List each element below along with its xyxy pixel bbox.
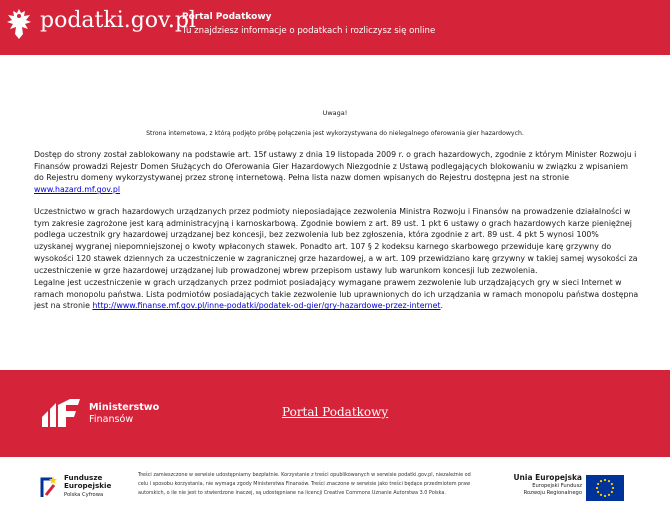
site-logo[interactable]: podatki.gov.pl — [40, 8, 196, 33]
licensed-operators-link[interactable]: http://www.finanse.mf.gov.pl/inne-podatki/podatek-od-gier/gry-hazardowe-przez-internet — [92, 301, 441, 311]
fe-line2: Europejskie — [64, 481, 112, 491]
fe-line3: Polska Cyfrowa — [64, 491, 104, 498]
portal-subtitle: Tu znajdziesz informacje o podatkach i rozliczysz się online — [182, 26, 436, 36]
eu-label — [508, 473, 582, 497]
portal-podatkowy-link[interactable]: Portal Podatkowy — [282, 405, 389, 419]
ministry-line2: Finansów — [89, 414, 134, 425]
main-content — [0, 55, 670, 370]
site-header — [0, 0, 670, 55]
footer-banner — [0, 370, 670, 457]
eu-line1: Unia Europejska — [513, 473, 582, 482]
european-funds-label — [64, 474, 111, 499]
hazard-register-link[interactable]: www.hazard.mf.gov.pl — [34, 185, 121, 195]
paragraph-tail: . — [440, 301, 443, 311]
portal-title: Portal Podatkowy — [182, 12, 272, 22]
paragraph-text: Dostęp do strony został zablokowany na podstawie art. 15f ustawy z dnia 19 listopada 2009 r. o grach hazardowych, zgodnie z którym Minister Rozwoju i Finansów prowadzi Rejestr Domen Służących do Oferowania Gier Hazardowych Niezgodnie z Ustawą podlegających blokowaniu w związku z wpisaniem do Rejestru domeny wykorzystywanej przez stronę internetową. Pełna lista nazw domen wpisanych do Rejestru dostępna jest na stronie — [34, 150, 637, 183]
footer-funding — [0, 457, 670, 509]
ministry-line1: Ministerstwo — [89, 402, 160, 413]
european-funds-star-icon — [40, 473, 60, 499]
paragraph-blocking-info — [34, 149, 640, 196]
fe-line1: Fundusze — [64, 473, 103, 482]
eu-flag-icon — [586, 475, 624, 501]
eagle-emblem-icon — [6, 7, 32, 41]
eu-line2: Europejski Fundusz — [532, 483, 582, 489]
paragraph-legal-gambling — [34, 277, 640, 312]
legal-notice: Treści zamieszczone w serwisie udostępniamy bezpłatnie. Korzystanie z treści opublikowanych w serwisie podatki.gov.pl, niezależnie od celu i sposobu korzystania, nie wymaga zgody Ministerstwa Finansów. Treści znaczone w serwisie jako treści będące przedmiotem praw autorskich, o ile nie jest to stwierdzone inaczej, są udostępniane na licencji Creative Commons Uznanie Autorstwa 3.0 Polska. — [138, 472, 471, 496]
ministry-name — [89, 402, 159, 426]
eu-line3: Rozwoju Regionalnego — [523, 490, 582, 496]
ministry-logo-icon — [40, 397, 84, 431]
paragraph-text: Legalne jest uczestniczenie w grach urządzanych przez podmiot posiadający wymagane prawem zezwolenie lub urządzających gry w sieci Internet w ramach monopolu państwa. Lista podmiotów posiadających takie zezwolenie lub uprawnionych do ich urządzania w ramach monopolu państwa dostępna jest na stronie — [34, 278, 639, 311]
warning-title: Uwaga! — [322, 109, 348, 117]
warning-lead: Strona internetowa, z którą podjęto próbę połączenia jest wykorzystywana do nielegalnego oferowania gier hazardowych. — [146, 130, 524, 137]
paragraph-penalties: Uczestnictwo w grach hazardowych urządzanych przez podmioty nieposiadające zezwolenia Ministra Rozwoju i Finansów na prowadzenie działalności w tym zakresie zagrożone jest karą administracyjną i karnoskarbową. Zgodnie bowiem z art. 89 ust. 1 pkt 6 ustawy o grach hazardowych karze pieniężnej podlega uczestnik gry hazardowej urządzanej bez koncesji, bez zezwolenia lub bez zgłoszenia, która zgodnie z art. 89 ust. 4 pkt 5 wynosi 100% uzyskanej wygranej niepomniejszonej o kwoty wpłaconych stawek. Ponadto art. 107 § 2 kodeksu karnego skarbowego przewiduje karę grzywny do wysokości 120 stawek dziennych za uczestniczenie w zagranicznej grze hazardowej, a w art. 109 przewidziano karę grzywny w takiej samej wysokości za uczestniczenie w grze hazardowej urządzanej lub prowadzonej wbrew przepisom ustawy lub warunkom koncesji lub zezwolenia. — [34, 207, 638, 275]
